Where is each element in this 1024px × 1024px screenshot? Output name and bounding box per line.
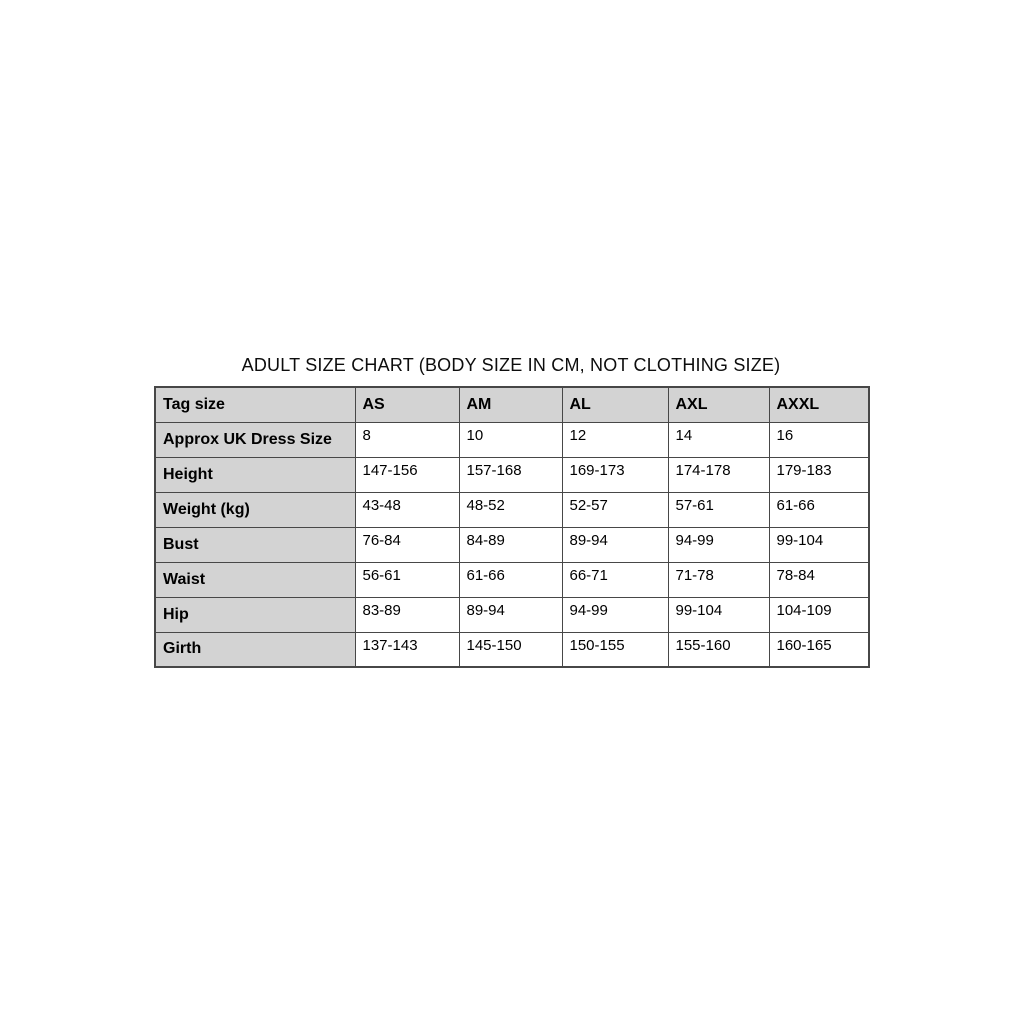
table-row-hip — [155, 597, 869, 632]
table-cell: 76-84 — [355, 527, 459, 562]
row-label: Weight (kg) — [155, 492, 355, 527]
column-header-axl: AXL — [668, 387, 769, 422]
table-row-waist — [155, 562, 869, 597]
table-cell: 83-89 — [355, 597, 459, 632]
table-cell: 10 — [459, 422, 562, 457]
column-header-axxl: AXXL — [769, 387, 869, 422]
table-cell: 155-160 — [668, 632, 769, 667]
column-header-al: AL — [562, 387, 668, 422]
table-cell: 145-150 — [459, 632, 562, 667]
column-header-as: AS — [355, 387, 459, 422]
row-label: Approx UK Dress Size — [155, 422, 355, 457]
table-cell: 61-66 — [459, 562, 562, 597]
table-cell: 57-61 — [668, 492, 769, 527]
column-header-am: AM — [459, 387, 562, 422]
table-cell: 94-99 — [668, 527, 769, 562]
row-label: Hip — [155, 597, 355, 632]
table-cell: 160-165 — [769, 632, 869, 667]
table-cell: 94-99 — [562, 597, 668, 632]
table-row-height — [155, 457, 869, 492]
header-label-tag-size: Tag size — [155, 387, 355, 422]
row-label: Girth — [155, 632, 355, 667]
table-cell: 99-104 — [769, 527, 869, 562]
table-cell: 71-78 — [668, 562, 769, 597]
table-cell: 14 — [668, 422, 769, 457]
table-row-girth — [155, 632, 869, 667]
chart-title: ADULT SIZE CHART (BODY SIZE IN CM, NOT CLOTHING SIZE) — [241, 355, 781, 375]
table-cell: 89-94 — [459, 597, 562, 632]
table-cell: 52-57 — [562, 492, 668, 527]
table-cell: 61-66 — [769, 492, 869, 527]
table-cell: 78-84 — [769, 562, 869, 597]
table-cell: 43-48 — [355, 492, 459, 527]
table-cell: 179-183 — [769, 457, 869, 492]
size-chart — [154, 355, 868, 668]
table-cell: 12 — [562, 422, 668, 457]
table-cell: 150-155 — [562, 632, 668, 667]
table-cell: 99-104 — [668, 597, 769, 632]
table-cell: 66-71 — [562, 562, 668, 597]
size-table — [154, 386, 870, 668]
table-cell: 48-52 — [459, 492, 562, 527]
table-cell: 174-178 — [668, 457, 769, 492]
row-label: Waist — [155, 562, 355, 597]
table-cell: 16 — [769, 422, 869, 457]
table-cell: 137-143 — [355, 632, 459, 667]
table-cell: 56-61 — [355, 562, 459, 597]
table-row-weight — [155, 492, 869, 527]
table-row-uk-dress-size — [155, 422, 869, 457]
table-cell: 104-109 — [769, 597, 869, 632]
table-cell: 84-89 — [459, 527, 562, 562]
table-cell: 8 — [355, 422, 459, 457]
table-cell: 89-94 — [562, 527, 668, 562]
table-header-row — [155, 387, 869, 422]
table-row-bust — [155, 527, 869, 562]
table-cell: 169-173 — [562, 457, 668, 492]
row-label: Height — [155, 457, 355, 492]
table-cell: 157-168 — [459, 457, 562, 492]
table-cell: 147-156 — [355, 457, 459, 492]
row-label: Bust — [155, 527, 355, 562]
